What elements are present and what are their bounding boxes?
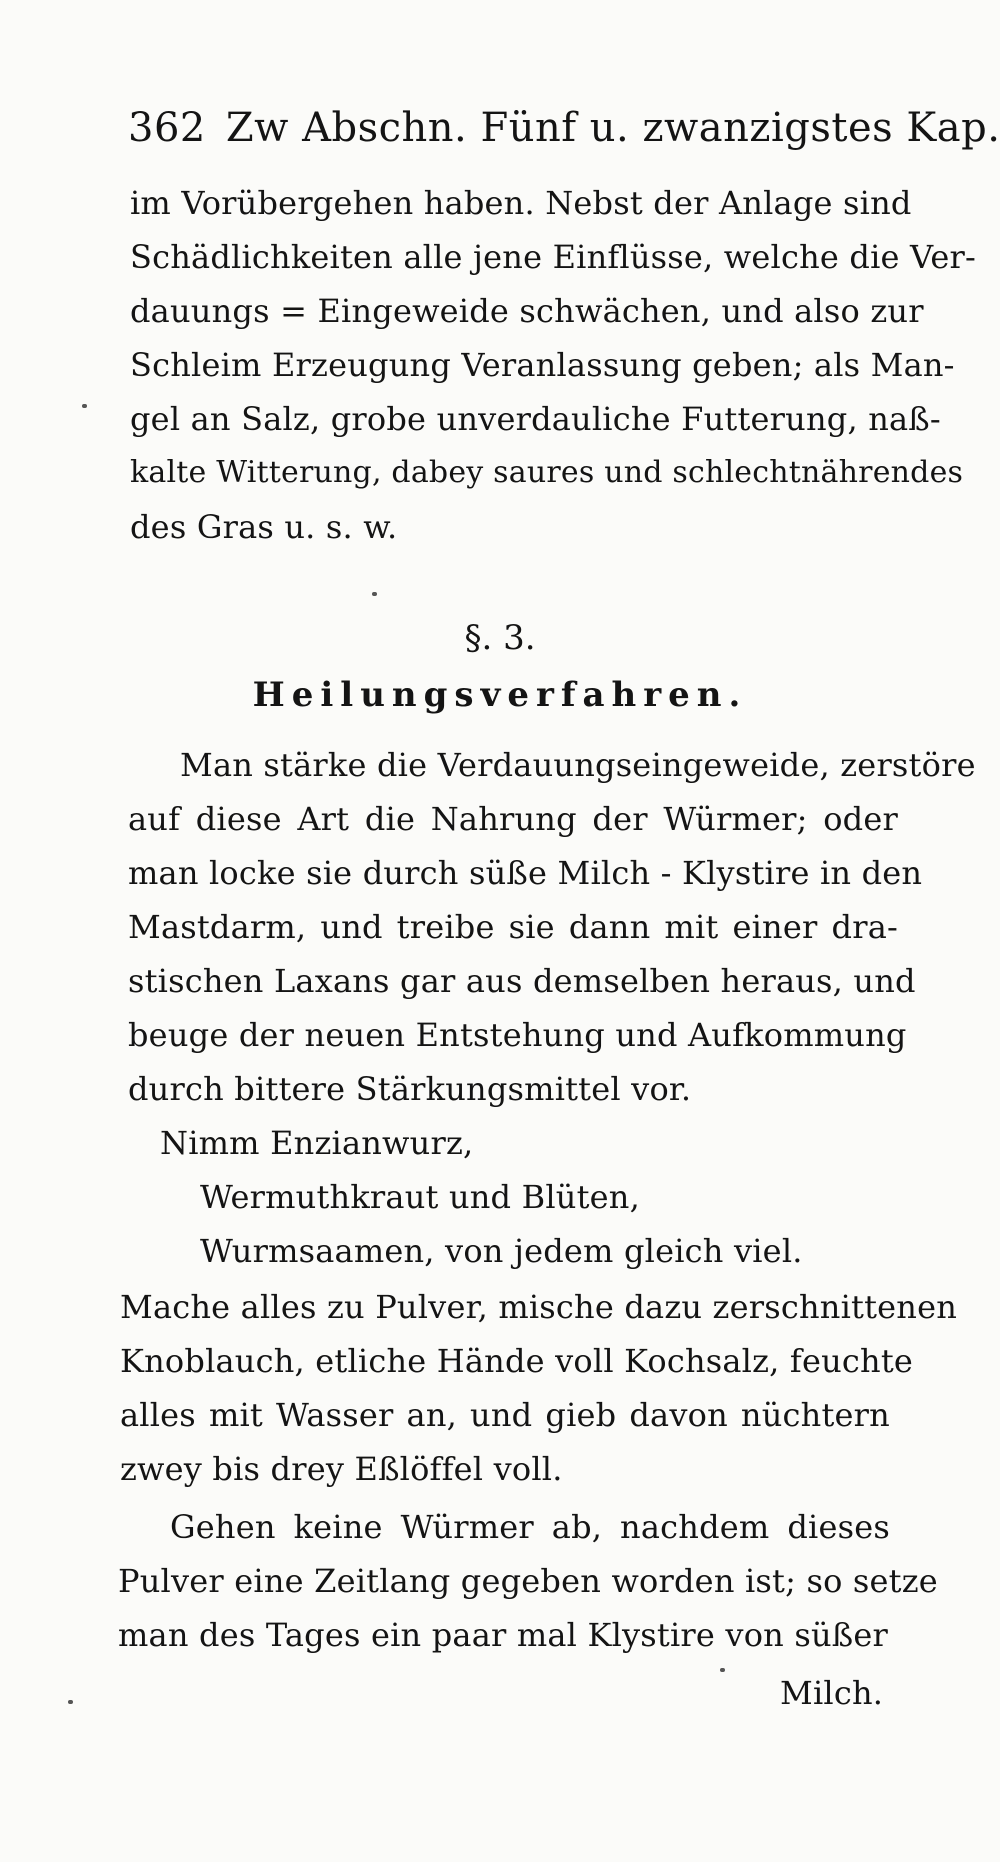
text-line: auf diese Art die Nahrung der Würmer; oder [128,800,898,838]
text-line: Mache alles zu Pulver, mische dazu zerschnittenen [120,1288,958,1326]
text-line: Schädlichkeiten alle jene Einflüsse, welche die Ver- [130,238,977,276]
recipe-line: Nimm Enzianwurz, [160,1124,474,1162]
running-header [128,98,1000,158]
text-line: zwey bis drey Eßlöffel voll. [120,1450,563,1488]
text-line: im Vorübergehen haben. Nebst der Anlage sind [130,184,912,222]
text-line: Man stärke die Verdauungseingeweide, zerstöre [180,746,976,784]
text-line: durch bittere Stärkungsmittel vor. [128,1070,692,1108]
text-line: Gehen keine Würmer ab, nachdem dieses [170,1508,890,1546]
text-line: des Gras u. s. w. [130,508,398,546]
text-line: Schleim Erzeugung Veranlassung geben; als Man- [130,346,955,384]
text-line: Pulver eine Zeitlang gegeben worden ist; so setze [118,1562,938,1600]
scan-speck [372,592,377,596]
text-line: man locke sie durch süße Milch - Klystire in den [128,854,923,892]
scan-speck [82,404,87,408]
page-number: 362 [128,105,206,151]
text-line: Mastdarm, und treibe sie dann mit einer dra- [128,908,898,946]
text-line: dauungs = Eingeweide schwächen, und also zur [130,292,924,330]
section-title: Heilungsverfahren. [252,675,748,715]
text-line: man des Tages ein paar mal Klystire von süßer [118,1616,888,1654]
scan-speck [68,1700,73,1704]
text-line: kalte Witterung, dabey saures und schlechtnährendes [130,455,964,490]
scan-speck [720,1668,725,1672]
text-line: beuge der neuen Entstehung und Aufkommung [128,1016,907,1054]
recipe-line: Wermuthkraut und Blüten, [200,1178,640,1216]
text-line: Knoblauch, etliche Hände voll Kochsalz, feuchte [120,1342,914,1380]
running-title: Zw Abschn. Fünf u. zwanzigstes Kap. [225,105,1000,151]
text-line: alles mit Wasser an, und gieb davon nüchtern [120,1396,890,1434]
recipe-line: Wurmsaamen, von jedem gleich viel. [200,1232,803,1270]
catchword: Milch. [780,1674,884,1712]
text-line: gel an Salz, grobe unverdauliche Futterung, naß- [130,400,941,438]
text-line: stischen Laxans gar aus demselben heraus, und [128,962,916,1000]
section-number: §. 3. [464,618,536,658]
